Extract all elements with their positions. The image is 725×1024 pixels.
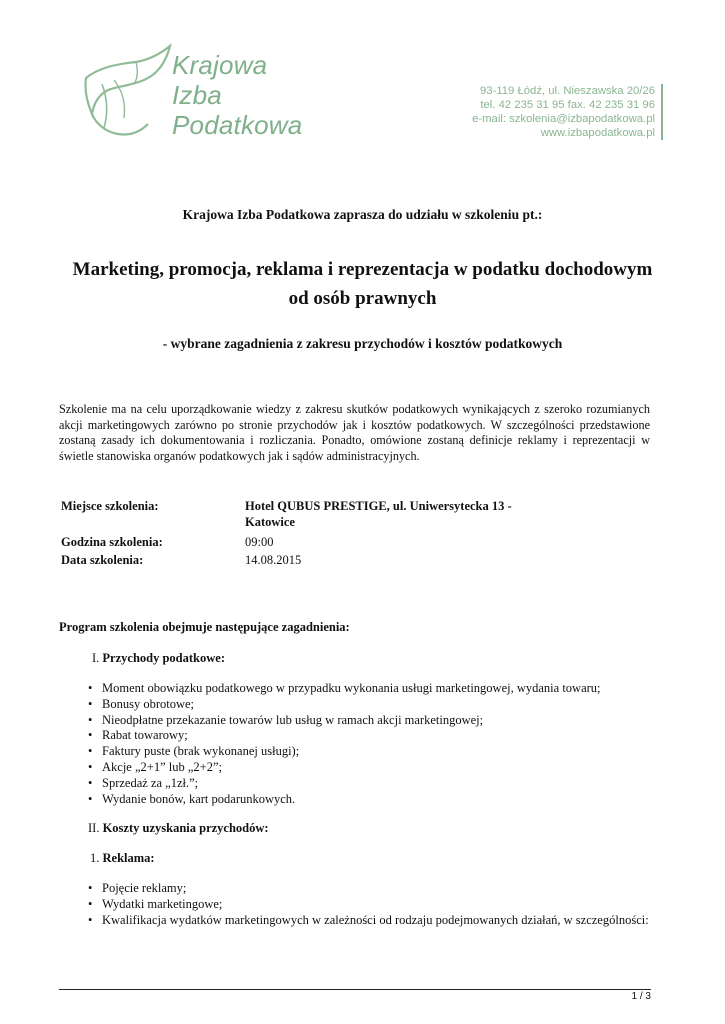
list-item: • Rabat towarowy; <box>88 728 601 744</box>
title-line-2: od osób prawnych <box>288 288 437 309</box>
list-item: • Moment obowiązku podatkowego w przypadku wykonania usługi marketingowej, wydania towaru; <box>88 681 601 697</box>
logo-wordmark <box>172 50 332 140</box>
list-item: • Wydanie bonów, kart podarunkowych. <box>88 792 601 808</box>
list-item: • Nieodpłatne przekazanie towarów lub usług w ramach akcji marketingowej; <box>88 713 601 729</box>
date-value: 14.08.2015 <box>245 553 302 567</box>
logo-line-3: Podatkowa <box>172 110 303 140</box>
page-number: 1 / 3 <box>631 991 651 1002</box>
training-title <box>40 255 685 313</box>
contact-email[interactable]: e-mail: szkolenia@izbapodatkowa.pl <box>472 113 655 125</box>
list-item: • Faktury puste (brak wykonanej usługi); <box>88 744 601 760</box>
section-1-heading <box>92 651 225 666</box>
section-1-list <box>88 681 601 807</box>
date-label: Data szkolenia: <box>61 553 144 567</box>
invitation-line: Krajowa Izba Podatkowa zaprasza do udziału w szkoleniu pt.: <box>182 207 543 222</box>
contact-address: 93-119 Łódź, ul. Nieszawska 20/26 <box>480 85 655 97</box>
kip-logo-icon <box>78 40 178 140</box>
subsection-1-list <box>88 881 649 928</box>
logo-line-2: Izba <box>172 80 222 110</box>
contact-website[interactable]: www.izbapodatkowa.pl <box>540 127 655 139</box>
list-item: • Wydatki marketingowe; <box>88 897 649 913</box>
logo-line-1: Krajowa <box>172 50 268 80</box>
time-label: Godzina szkolenia: <box>61 535 163 549</box>
list-item: • Akcje „2+1” lub „2+2”; <box>88 760 601 776</box>
training-subtitle: - wybrane zagadnienia z zakresu przychodów i kosztów podatkowych <box>162 336 563 351</box>
subsection-1-number: 1. <box>90 851 100 865</box>
list-item: • Pojęcie reklamy; <box>88 881 649 897</box>
place-label: Miejsce szkolenia: <box>61 499 159 513</box>
subsection-1-heading <box>90 851 155 866</box>
contact-phone: tel. 42 235 31 95 fax. 42 235 31 96 <box>480 99 655 111</box>
section-1-number: I. <box>92 651 100 665</box>
time-value: 09:00 <box>245 535 274 549</box>
intro-paragraph: Szkolenie ma na celu uporządkowanie wiedzy z zakresu skutków podatkowych wynikających z szeroko rozumianych akcji marketingowych zarówno po stronie przychodów jak i kosztów podatkowych. W szczególności przedstawione zostaną zasady ich dokumentowania i rozliczania. Ponadto, omówione zostaną definicje reklamy i reprezentacji w świetle stanowiska organów podatkowych jak i sądów administracyjnych. <box>59 402 650 463</box>
section-2-heading <box>88 821 269 836</box>
program-heading: Program szkolenia obejmuje następujące zagadnienia: <box>59 620 350 634</box>
section-2-title: Koszty uzyskania przychodów: <box>102 821 269 835</box>
contact-block <box>472 84 663 140</box>
list-item: • Bonusy obrotowe; <box>88 697 601 713</box>
title-line-1: Marketing, promocja, reklama i reprezentacja w podatku dochodowym <box>72 259 653 280</box>
subsection-1-title: Reklama: <box>102 851 155 865</box>
footer-divider <box>59 989 651 990</box>
place-value: Hotel QUBUS PRESTIGE, ul. Uniwersytecka 13 - Katowice <box>245 499 512 529</box>
section-1-title: Przychody podatkowe: <box>102 651 225 665</box>
list-item: • Sprzedaż za „1zł.”; <box>88 776 601 792</box>
section-2-number: II. <box>88 821 100 835</box>
list-item: • Kwalifikacja wydatków marketingowych w zależności od rodzaju podejmowanych działań, w szczególności: <box>88 913 649 929</box>
